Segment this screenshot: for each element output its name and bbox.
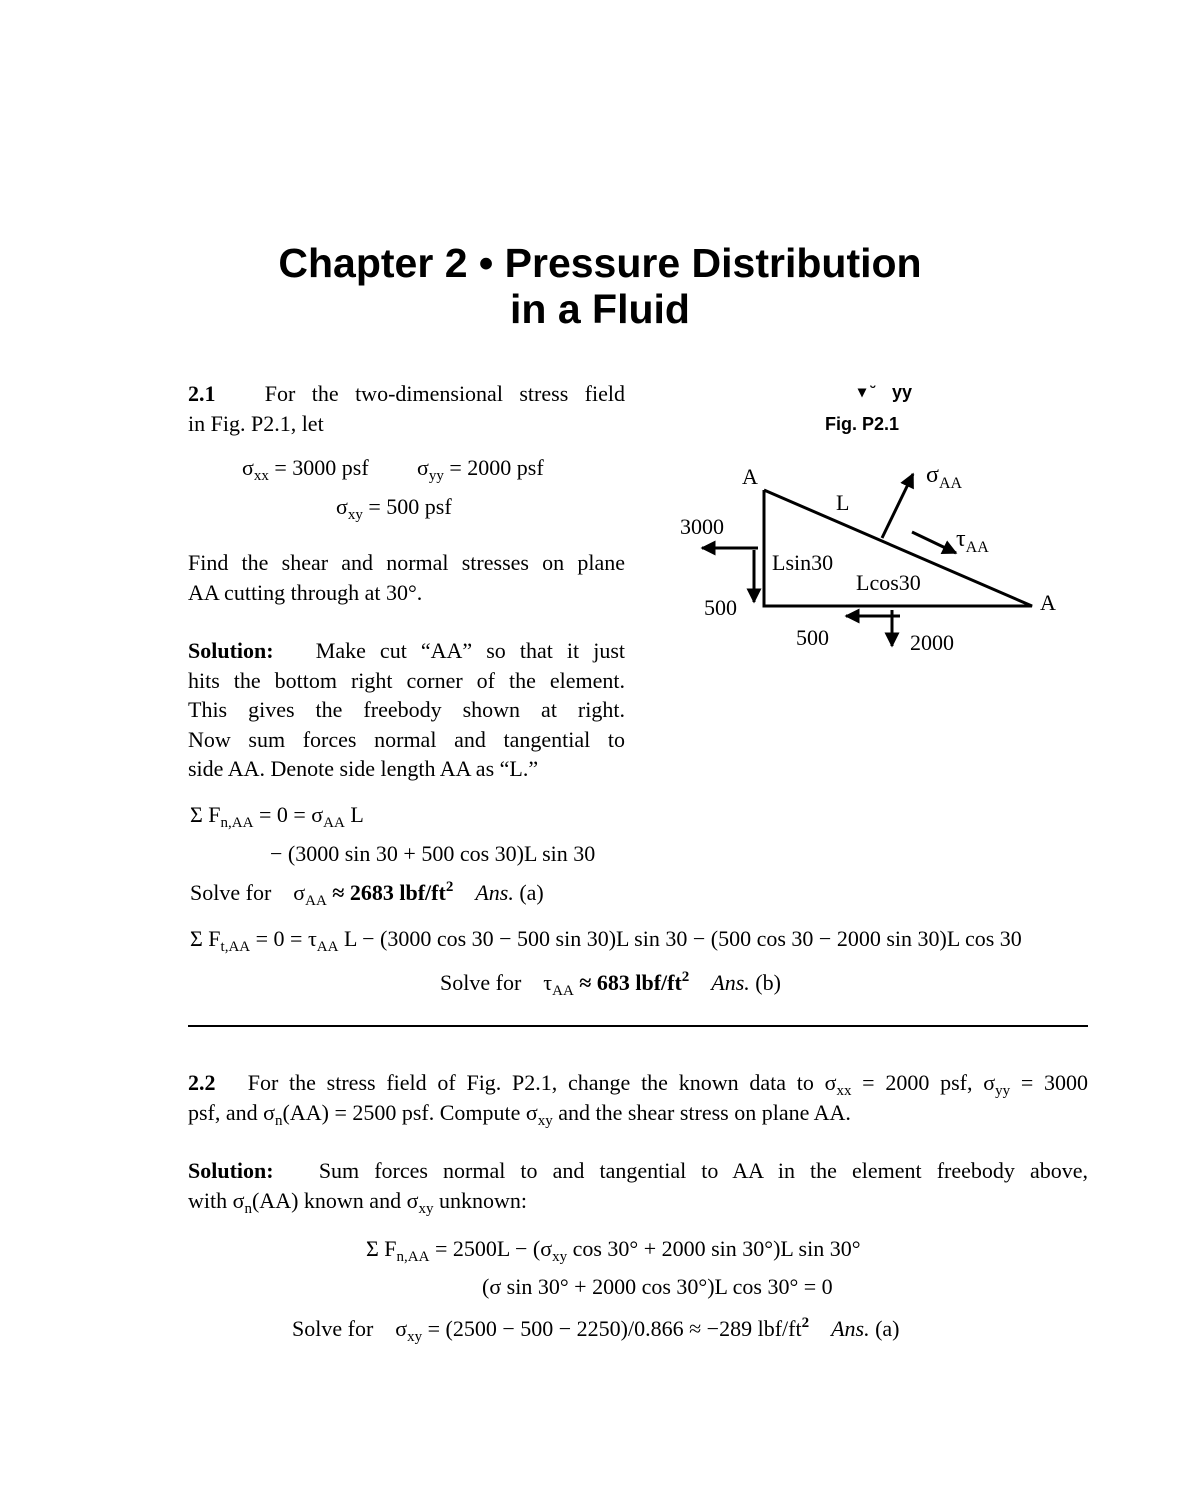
solution-line: side AA. Denote side length AA as “L.”: [188, 756, 539, 781]
given-sigma-xy: $\sigma_{xy} = 500$ psf: [336, 494, 452, 523]
label-lcos30: Lcos30: [856, 570, 921, 595]
statement-line: 2.2 For the stress field of Fig. P2.1, change the known data to $\sigma_{xx} = 2000$ psf, $\sigma_{yy} = 3000$: [188, 1070, 1088, 1099]
solution-line: hits the bottom right corner of the element.: [188, 667, 625, 693]
tau-aa-label: [956, 526, 989, 556]
problem-number: 2.2: [188, 1070, 216, 1095]
section-divider: [188, 1025, 1088, 1027]
statement-line: psf, and $\sigma_n(AA) = 2500$ psf. Compute $\sigma_{xy}$ and the shear stress on plane AA.: [188, 1099, 851, 1129]
page-title: [0, 240, 1200, 332]
solution-label: Solution:: [188, 1158, 274, 1183]
solve-for-label: Solve for: [190, 880, 272, 905]
eq-text: cos 30° + 2000 sin 30°)L sin 30°: [567, 1236, 861, 1261]
solution-text: with σ: [188, 1187, 245, 1213]
answer-b: Solve for $\tau_{AA} \approx 683$ lbf/$ft^2$ Ans. (b): [440, 969, 781, 999]
answer-value: ≈ 683 lbf/ft: [579, 970, 682, 995]
statement-text: For the stress field of Fig. P2.1, change the known data to σ: [247, 1070, 837, 1095]
side-label-l: L: [836, 490, 850, 515]
problem-2-1-solution: [188, 636, 625, 784]
solve-for-label: Solve for: [440, 970, 522, 995]
ans-tag: (a): [519, 880, 544, 905]
load-label-left-500: 500: [704, 595, 737, 620]
statement-text: (AA) = 2500 psf. Compute σ: [282, 1099, 538, 1125]
problem-2-1-statement: [188, 379, 625, 438]
corner-label-right: A: [1040, 590, 1056, 615]
load-label-2000: 2000: [910, 630, 954, 655]
eq-text: L − (3000 cos 30 − 500 sin 30)L sin 30 − (500 cos 30 − 2000 sin 30)L cos 30: [338, 926, 1022, 951]
solution-line: with $\sigma_n(AA)$ known and $\sigma_{xy}$ unknown:: [188, 1187, 527, 1217]
corner-label-top: A: [742, 464, 758, 489]
top-fragment-symbol: ▾ ˘: [858, 384, 876, 401]
solution-line: [188, 1156, 1088, 1186]
solution-line: This gives the freebody shown at right.: [188, 697, 625, 722]
statement-text: psf, and σ: [188, 1099, 276, 1125]
solution-line: Now sum forces normal and tangential to: [188, 726, 625, 752]
find-line: Find the shear and normal stresses on plane: [188, 550, 625, 575]
solution-text: Sum forces normal to and tangential to AA in the element freebody above,: [318, 1158, 1088, 1183]
given-value: = 2000 psf: [449, 455, 544, 480]
statement-text: = 3000: [1010, 1070, 1088, 1095]
answer-value: = (2500 − 500 − 2250)/0.866 ≈ −289 lbf/ft: [422, 1316, 802, 1341]
load-label-bottom-500: 500: [796, 625, 829, 650]
label-lsin30: Lsin30: [772, 550, 834, 575]
ans-tag: (a): [875, 1316, 900, 1341]
problem-2-2-solution: [188, 1156, 1088, 1215]
tau-aa-arrow: [912, 532, 956, 553]
solution-text: (AA) known and σ: [251, 1187, 419, 1213]
ans-tag: (b): [755, 970, 781, 995]
given-sigma-xx: $\sigma_{xx} = 3000$ psf: [242, 455, 369, 484]
eq-text: = 2500L − (σ: [429, 1236, 553, 1261]
equation-2-2-normal-sum: Σ $F_{n,AA} = 2500L - (\sigma_{xy}$ cos 30° + 2000 sin 30°)L sin 30°: [366, 1236, 861, 1265]
equation-normal-sum: Σ $F_{n,AA} = 0 = \sigma_{AA}$ L: [190, 802, 364, 831]
solve-for-label: Solve for: [292, 1316, 374, 1341]
load-label-3000: 3000: [680, 514, 724, 539]
given-sigma-yy: $\sigma_{yy} = 2000$ psf: [417, 455, 544, 484]
equation-normal-sum-line-2: − (3000 sin 30 + 500 cos 30)L sin 30: [270, 841, 596, 866]
statement-text: and the shear stress on plane AA.: [552, 1099, 851, 1125]
statement-line: in Fig. P2.1, let: [188, 410, 324, 436]
answer-2-2-a: Solve for $\sigma_{xy} = (2500 - 500 - 2250)/0.866 \approx -289$ lbf/$ft^2$ Ans. (a): [292, 1315, 900, 1345]
sigma-aa-arrow: [882, 474, 913, 538]
problem-number: 2.1: [188, 381, 216, 406]
statement-text: For the two-dimensional stress field: [264, 381, 625, 406]
answer-value: ≈ 2683 lbf/ft: [332, 880, 446, 905]
problem-2-1-find: [188, 548, 625, 607]
problem-2-2-statement: [188, 1068, 1088, 1127]
equation-2-2-clipped-line: [400, 1272, 900, 1299]
equation-tangential-sum: Σ $F_{t,AA} = 0 = \tau_{AA}$ L − (3000 cos 30 − 500 sin 30)L sin 30 − (500 cos 30 − 2000 sin 30)L cos 30: [190, 926, 1022, 955]
ans-label: Ans.: [831, 1316, 870, 1341]
figure-caption: Fig. P2.1: [825, 414, 900, 434]
tau-symbol: τ: [956, 526, 966, 552]
ans-label: Ans.: [711, 970, 750, 995]
sigma-sub: AA: [938, 475, 963, 492]
answer-a: Solve for $\sigma_{AA} \approx 2683$ lbf/$ft^2$ Ans. (a): [190, 879, 544, 909]
ans-label: Ans.: [475, 880, 514, 905]
solution-text: unknown:: [433, 1187, 527, 1213]
given-value: = 500 psf: [368, 494, 452, 519]
clipped-equation-text: (σ sin 30° + 2000 cos 30°)L cos 30° = 0: [482, 1274, 833, 1299]
solution-line: [188, 636, 625, 666]
solution-label: Solution:: [188, 638, 274, 663]
tau-sub: AA: [965, 539, 989, 556]
given-value: = 3000 psf: [274, 455, 369, 480]
statement-line: [188, 379, 625, 409]
solution-text: Make cut “AA” so that it just: [315, 638, 625, 663]
title-line-2: in a Fluid: [510, 286, 690, 332]
sigma-symbol: σ: [926, 462, 939, 488]
sigma-aa-label: [926, 462, 962, 492]
figure-p2-1: [660, 370, 1080, 670]
eq-text: L: [344, 802, 364, 827]
title-line-1: Chapter 2 • Pressure Distribution: [278, 240, 922, 286]
statement-text: = 2000 psf, σ: [851, 1070, 996, 1095]
find-line: AA cutting through at 30°.: [188, 579, 423, 605]
eq-text: = 0 =: [258, 802, 312, 827]
top-fragment-text: yy: [892, 382, 913, 402]
